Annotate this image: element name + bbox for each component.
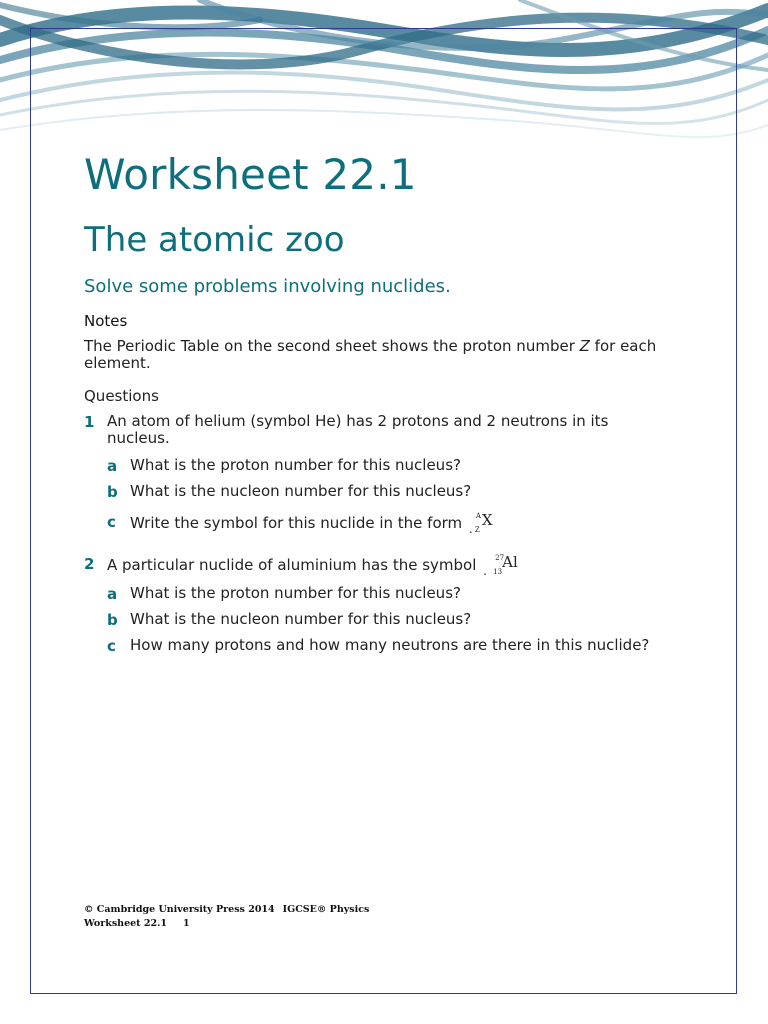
question-1c-text: Write the symbol for this nuclide in the form . A Z X [130,513,497,532]
worksheet-subtitle: The atomic zoo [84,220,345,260]
notes-text: The Periodic Table on the second sheet shows the proton number Z for each element. [84,337,657,372]
nuclide-symbol-generic: . A Z X [468,511,493,536]
footer-sheet: Worksheet 22.1 [84,918,167,929]
footer-copyright: © Cambridge University Press 2014 [84,904,275,915]
footer-page-number: 1 [183,918,190,929]
question-2b-text: What is the nucleon number for this nucleus? [130,610,472,628]
proton-number-variable: Z [579,337,590,355]
question-1-number: 1 [84,413,95,431]
question-2-number: 2 [84,555,95,573]
nuclide-symbol-aluminium: . 27 13 Al [483,553,518,578]
worksheet-intro: Solve some problems involving nuclides. [84,276,451,297]
page-footer [84,903,369,931]
question-2b-letter: b [107,611,118,629]
question-2c-text: How many protons and how many neutrons are there in this nuclide? [130,636,650,654]
question-1c-letter: c [107,513,116,531]
question-2a-letter: a [107,585,118,603]
question-1a-letter: a [107,457,118,475]
worksheet-title: Worksheet 22.1 [84,150,417,199]
question-1b-letter: b [107,483,118,501]
question-2-text: A particular nuclide of aluminium has the symbol . 27 13 Al [107,555,523,574]
footer-course: IGCSE® Physics [282,904,370,915]
question-1a-text: What is the proton number for this nucleus? [130,456,461,474]
question-2c-letter: c [107,637,116,655]
notes-heading: Notes [84,312,128,330]
question-2a-text: What is the proton number for this nucleus? [130,584,461,602]
questions-heading: Questions [84,387,159,405]
question-1-text: An atom of helium (symbol He) has 2 protons and 2 neutrons in its nucleus. [107,412,609,447]
question-1b-text: What is the nucleon number for this nucleus? [130,482,472,500]
